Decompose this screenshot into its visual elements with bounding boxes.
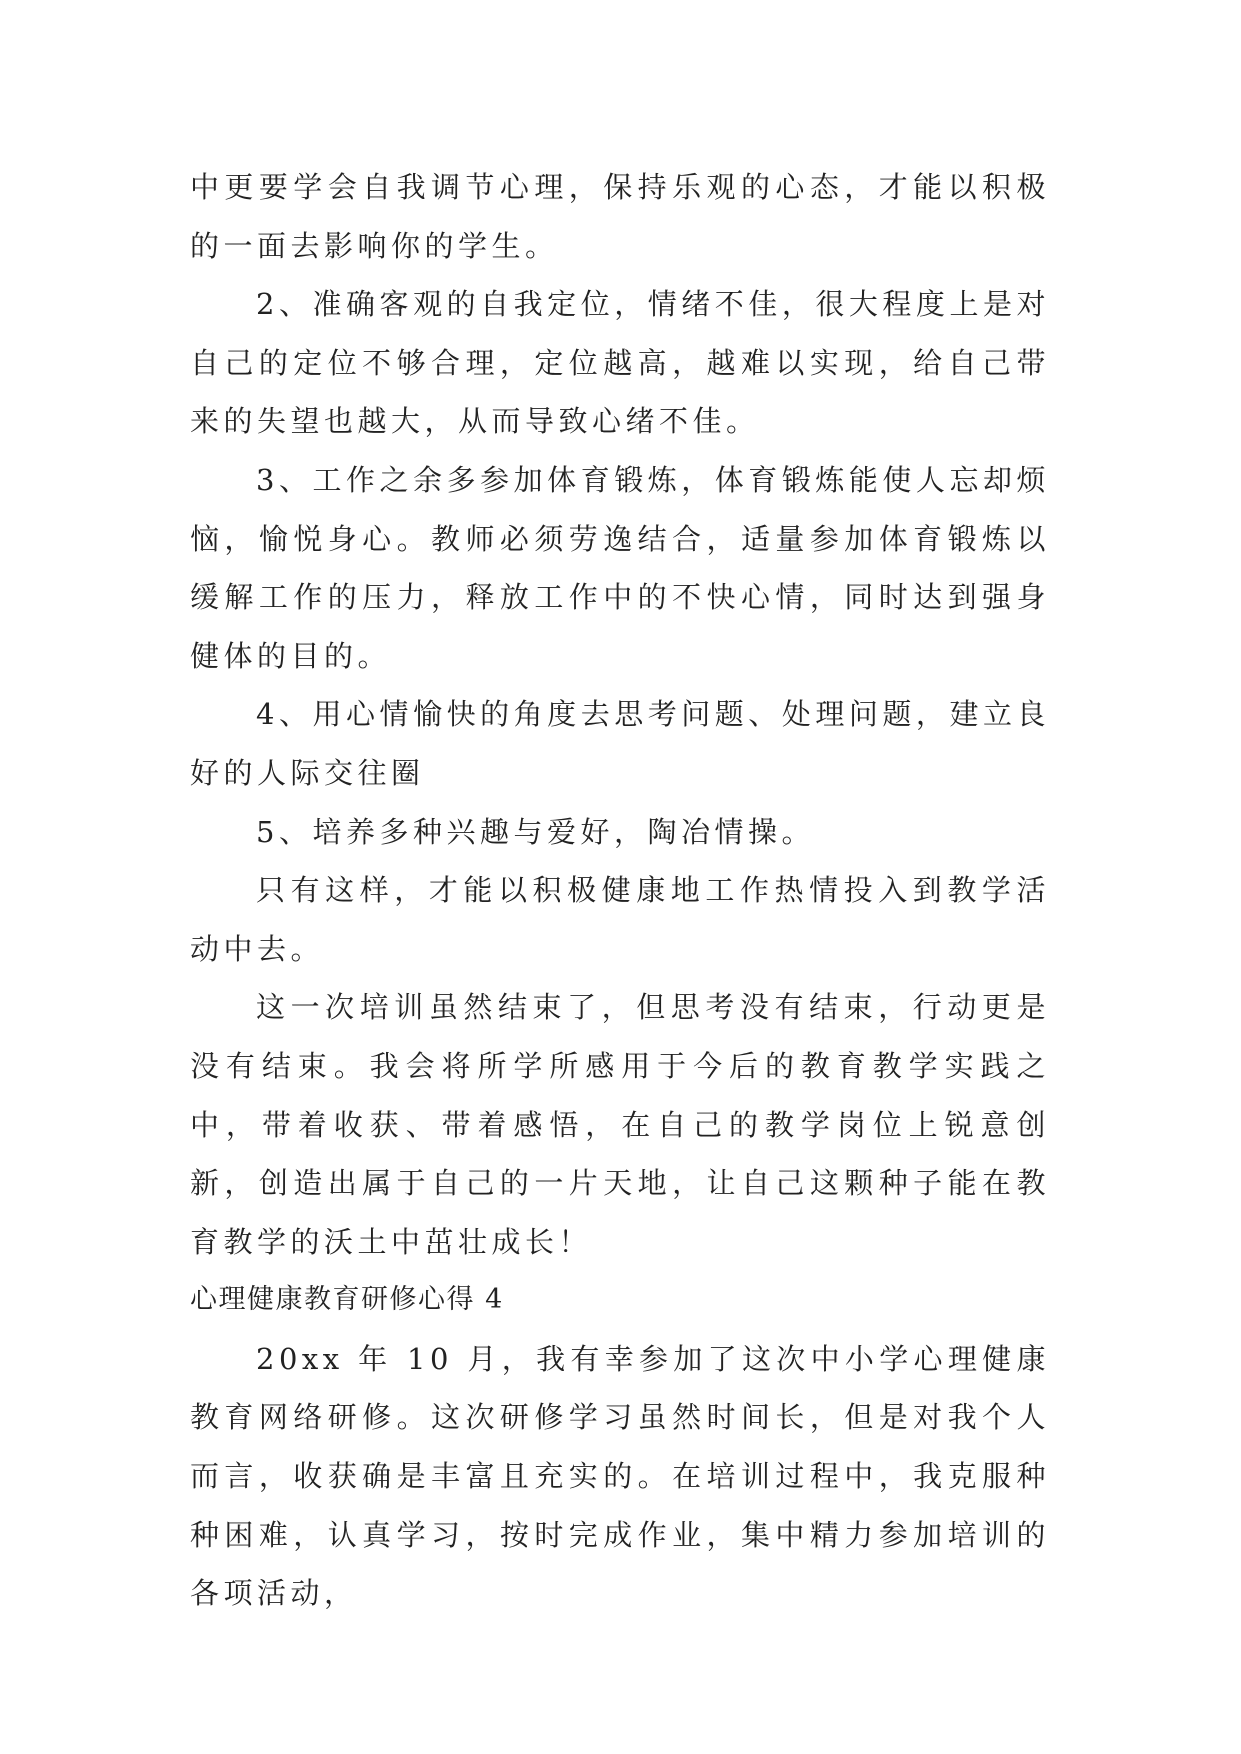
paragraph-continuation: 中更要学会自我调节心理，保持乐观的心态，才能以积极的一面去影响你的学生。 bbox=[190, 170, 1050, 263]
paragraph-item-2: 2、准确客观的自我定位，情绪不佳，很大程度上是对自己的定位不够合理，定位越高，越难以实现，给自己带来的失望也越大，从而导致心绪不佳。 bbox=[190, 287, 1050, 439]
section-paragraph: 20xx 年 10 月，我有幸参加了这次中小学心理健康教育网络研修。这次研修学习虽然时间长，但是对我个人而言，收获确是丰富且充实的。在培训过程中，我克服种种困难，认真学习，按时完成作业，集中精力参加培训的各项活动， bbox=[190, 1341, 1050, 1611]
paragraph-item-3: 3、工作之余多参加体育锻炼，体育锻炼能使人忘却烦恼，愉悦身心。教师必须劳逸结合，适量参加体育锻炼以缓解工作的压力，释放工作中的不快心情，同时达到强身健体的目的。 bbox=[190, 462, 1050, 673]
paragraph-item-4: 4、用心情愉快的角度去思考问题、处理问题，建立良好的人际交往圈 bbox=[190, 697, 1050, 790]
section-heading: 心理健康教育研修心得 4 bbox=[190, 1284, 504, 1316]
document-body bbox=[190, 158, 1050, 1623]
paragraph-summary: 只有这样，才能以积极健康地工作热情投入到教学活动中去。 bbox=[190, 873, 1050, 966]
paragraph-conclusion: 这一次培训虽然结束了，但思考没有结束，行动更是没有结束。我会将所学所感用于今后的教育教学实践之中，带着收获、带着感悟，在自己的教学岗位上锐意创新，创造出属于自己的一片天地，让自己这颗种子能在教育教学的沃土中茁壮成长！ bbox=[190, 990, 1050, 1259]
paragraph-item-5: 5、培养多种兴趣与爱好，陶冶情操。 bbox=[256, 814, 815, 849]
